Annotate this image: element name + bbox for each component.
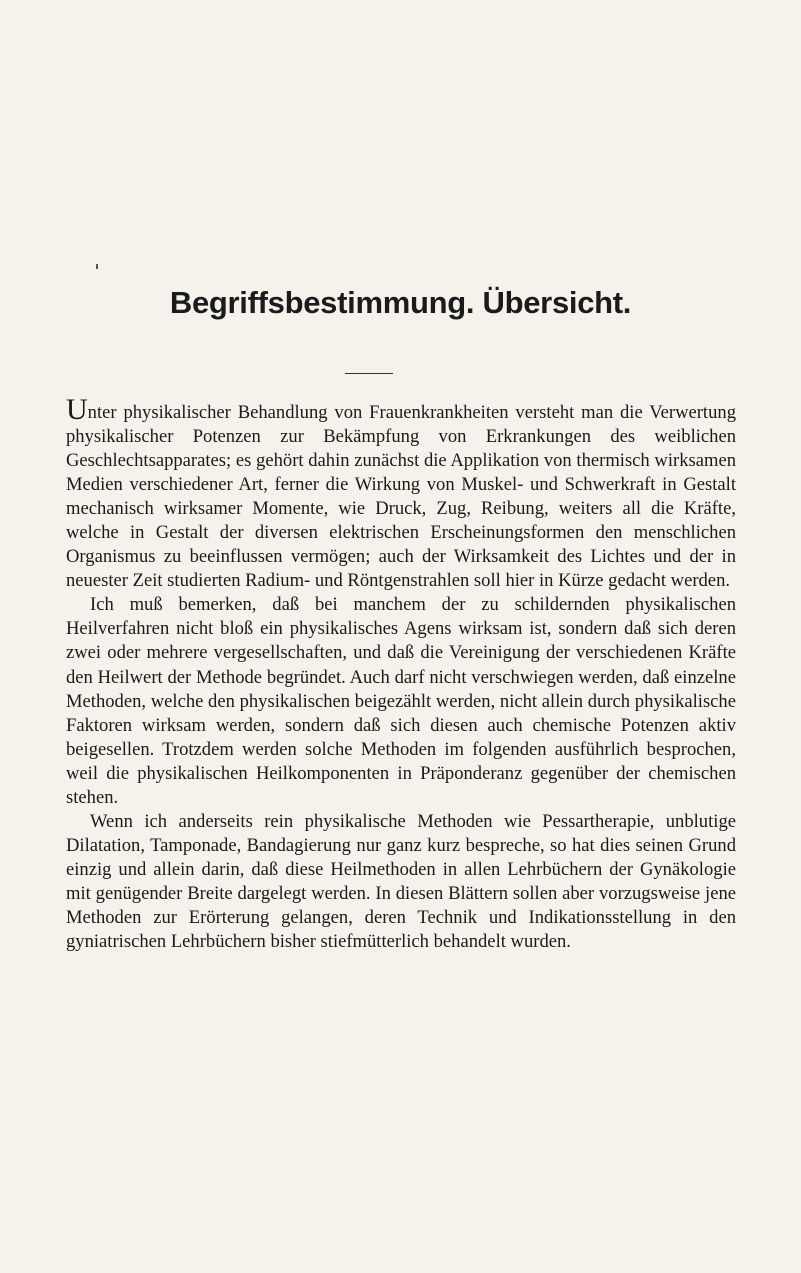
scan-speck <box>96 264 98 269</box>
paragraph-2: Ich muß bemerken, daß bei manchem der zu schildernden physikalischen Heilverfahren nicht bloß ein physikalisches Agens wirksam ist, sondern daß sich deren zwei oder mehrere vergesellschaften, und daß die Vereinigung der verschiedenen Kräfte den Heilwert der Methode begründet. Auch darf nicht verschwiegen werden, daß einzelne Methoden, welche den physikalischen beigezählt werden, nicht allein durch physikalische Faktoren wirksam werden, sondern daß sich diesen auch chemische Potenzen aktiv beigesellen. Trotzdem werden solche Methoden im folgenden ausführlich besprochen, weil die physikalischen Heilkomponenten in Präponderanz gegenüber der chemischen stehen. <box>66 594 736 808</box>
paragraph-1 <box>66 393 736 593</box>
initial-letter: U <box>66 393 88 426</box>
paragraph-1-text: nter physikalischer Behandlung von Frauenkrankheiten versteht man die Verwertung physikalischer Potenzen zur Bekämpfung von Erkrankungen des weiblichen Geschlechtsapparates; es gehört dahin zunächst die Applikation von thermisch wirksamen Medien verschiedener Art, ferner die Wirkung von Muskel- und Schwerkraft in Gestalt mechanisch wirksamer Momente, wie Druck, Zug, Reibung, weiters all die Kräfte, welche in Gestalt der diversen elektrischen Erscheinungsformen den menschlichen Organismus zu beeinflussen vermögen; auch der Wirksamkeit des Lichtes und der in neuester Zeit studierten Radium- und Röntgenstrahlen soll hier in Kürze gedacht werden. <box>66 402 736 592</box>
paragraph-3: Wenn ich anderseits rein physikalische Methoden wie Pessartherapie, unblutige Dilatation, Tamponade, Bandagierung nur ganz kurz bespreche, so hat dies seinen Grund einzig und allein darin, daß diese Heilmethoden in allen Lehrbüchern der Gynäkologie mit genügender Breite dargelegt werden. In diesen Blättern sollen aber vorzugsweise jene Methoden zur Erörterung gelangen, deren Technik und Indikationsstellung in den gyniatrischen Lehrbüchern bisher stiefmütterlich behandelt wurden. <box>66 810 736 953</box>
chapter-title: Begriffsbestimmung. Übersicht. <box>169 285 632 320</box>
body-text <box>66 393 736 954</box>
title-divider <box>345 373 393 374</box>
